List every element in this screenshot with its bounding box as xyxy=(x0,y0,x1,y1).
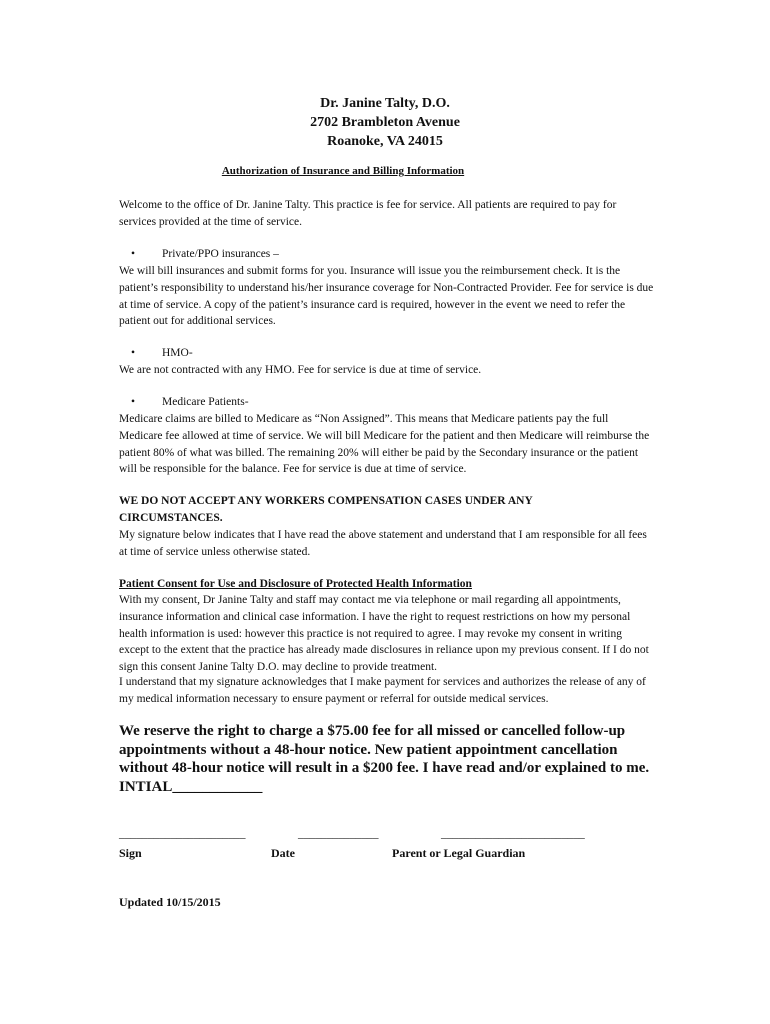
hmo-paragraph: We are not contracted with any HMO. Fee for service is due at time of service. xyxy=(119,364,482,376)
consent-heading: Patient Consent for Use and Disclosure of Protected Health Information xyxy=(119,578,472,590)
city-state-zip: Roanoke, VA 24015 xyxy=(327,134,443,149)
bullet-icon: • xyxy=(131,347,136,359)
guardian-line[interactable]: _________________________ xyxy=(441,828,585,840)
hmo-label: HMO- xyxy=(162,347,193,359)
signature-labels xyxy=(0,846,770,866)
cancellation-notice: We reserve the right to charge a $75.00 fee for all missed or cancelled follow-up appointments without a 48-hour notice. New patient appointment cancellation without 48-hour notice will result in a $200 fee. I have read and/or explained to me. INTIAL____________ xyxy=(119,723,650,795)
street-address: 2702 Brambleton Avenue xyxy=(310,115,460,130)
bullet-icon: • xyxy=(131,248,136,260)
updated-date: Updated 10/15/2015 xyxy=(119,895,221,909)
consent-release-paragraph: I understand that my signature acknowledges that I make payment for services and authorizes the release of any of my medical information necessary to ensure payment or referral for outside medical services. xyxy=(119,676,646,705)
sign-line[interactable]: ______________________ xyxy=(119,828,246,840)
bullet-icon: • xyxy=(131,396,136,408)
guardian-label: Parent or Legal Guardian xyxy=(392,846,526,860)
signature-lines xyxy=(0,828,770,848)
welcome-paragraph: Welcome to the office of Dr. Janine Talty. This practice is fee for service. All patients are required to pay for services provided at the time of service. xyxy=(119,199,617,228)
medicare-paragraph: Medicare claims are billed to Medicare as “Non Assigned”. This means that Medicare patients pay the full Medicare fee allowed at time of service. We will bill Medicare for the patient and then Medicare will reimburse the patient 80% of what was billed. The remaining 20% will either be paid by the Secondary insurance or the patient will be responsible for the balance. Fee for service is due at time of service. xyxy=(119,413,650,476)
workers-comp-heading: WE DO NOT ACCEPT ANY WORKERS COMPENSATION CASES UNDER ANY CIRCUMSTANCES. xyxy=(119,495,533,524)
letterhead xyxy=(0,94,770,151)
doctor-name: Dr. Janine Talty, D.O. xyxy=(320,96,450,111)
date-label: Date xyxy=(271,846,295,860)
document-title: Authorization of Insurance and Billing Information xyxy=(221,165,465,177)
medicare-label: Medicare Patients- xyxy=(162,396,249,408)
private-ppo-label: Private/PPO insurances – xyxy=(162,248,279,260)
private-ppo-paragraph: We will bill insurances and submit forms for you. Insurance will issue you the reimbursement check. It is the patient’s responsibility to understand his/her insurance coverage for Non-Contracted Provider. Fee for service is due at time of service. A copy of the patient’s insurance card is required, however in the event we need to refer the patient out for additional services. xyxy=(119,265,654,328)
sign-label: Sign xyxy=(119,846,142,860)
consent-paragraph: With my consent, Dr Janine Talty and staff may contact me via telephone or mail regarding all appointments, insurance information and clinical case information. I have the right to request restrictions on how my personal health information is used: however this practice is not required to agree. I may revoke my consent in writing except to the extent that the practice has already made disclosures in reliance upon my previous consent. If I do not sign this consent Janine Talty D.O. may decline to provide treatment. xyxy=(119,594,649,674)
workers-comp-paragraph: My signature below indicates that I have read the above statement and understand that I am responsible for all fees at time of service unless otherwise stated. xyxy=(119,529,647,558)
date-line[interactable]: ______________ xyxy=(298,828,379,840)
consent-heading-row xyxy=(119,576,654,593)
